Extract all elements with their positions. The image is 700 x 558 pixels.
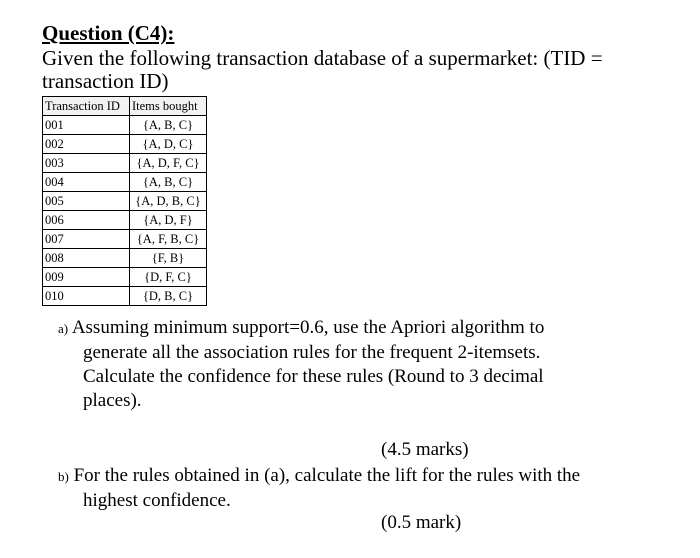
items-cell: {A, F, B, C} (130, 230, 207, 249)
part-a-line-1: Assuming minimum support=0.6, use the Apriori algorithm to (71, 317, 545, 338)
question-intro: Given the following transaction database of a supermarket: (TID = transaction ID) (42, 46, 603, 93)
items-cell: {A, B, C} (130, 116, 207, 135)
transaction-id-cell: 009 (43, 268, 130, 287)
transaction-table (42, 96, 207, 306)
table-row (43, 192, 207, 211)
transaction-id-cell: 006 (43, 211, 130, 230)
items-cell: {A, D, C} (130, 135, 207, 154)
transaction-id-cell: 007 (43, 230, 130, 249)
table-row (43, 116, 207, 135)
table-row (43, 249, 207, 268)
transaction-id-cell: 003 (43, 154, 130, 173)
part-b-line-1: For the rules obtained in (a), calculate the lift for the rules with the (73, 465, 581, 486)
items-cell: {F, B} (130, 249, 207, 268)
part-a (58, 316, 658, 413)
items-cell: {D, F, C} (130, 268, 207, 287)
table-row (43, 230, 207, 249)
transaction-id-cell: 008 (43, 249, 130, 268)
part-b-marks: (0.5 mark) (381, 512, 462, 533)
table-row (43, 287, 207, 306)
part-a-marker: a) (58, 321, 69, 336)
part-a-line-3: Calculate the confidence for these rules (Round to 3 decimal (83, 366, 544, 387)
table-row (43, 173, 207, 192)
transaction-id-cell: 010 (43, 287, 130, 306)
part-a-marks: (4.5 marks) (381, 439, 469, 460)
table-row (43, 211, 207, 230)
transaction-id-cell: 004 (43, 173, 130, 192)
part-a-line-2: generate all the association rules for the frequent 2-itemsets. (83, 342, 541, 363)
table-row (43, 268, 207, 287)
items-cell: {A, D, F, C} (130, 154, 207, 173)
table-row (43, 154, 207, 173)
header-transaction-id: Transaction ID (43, 97, 130, 116)
part-a-line-4: places). (83, 390, 142, 411)
transaction-id-cell: 002 (43, 135, 130, 154)
items-cell: {A, D, B, C} (130, 192, 207, 211)
transaction-id-cell: 005 (43, 192, 130, 211)
items-cell: {A, B, C} (130, 173, 207, 192)
part-b (58, 464, 658, 513)
header-items-bought: Items bought (130, 97, 207, 116)
part-b-marker: b) (58, 469, 69, 484)
question-title: Question (C4): (42, 21, 175, 45)
table-row (43, 135, 207, 154)
items-cell: {A, D, F} (130, 211, 207, 230)
part-b-line-2: highest confidence. (83, 490, 231, 511)
table-header-row (43, 97, 207, 116)
items-cell: {D, B, C} (130, 287, 207, 306)
transaction-id-cell: 001 (43, 116, 130, 135)
